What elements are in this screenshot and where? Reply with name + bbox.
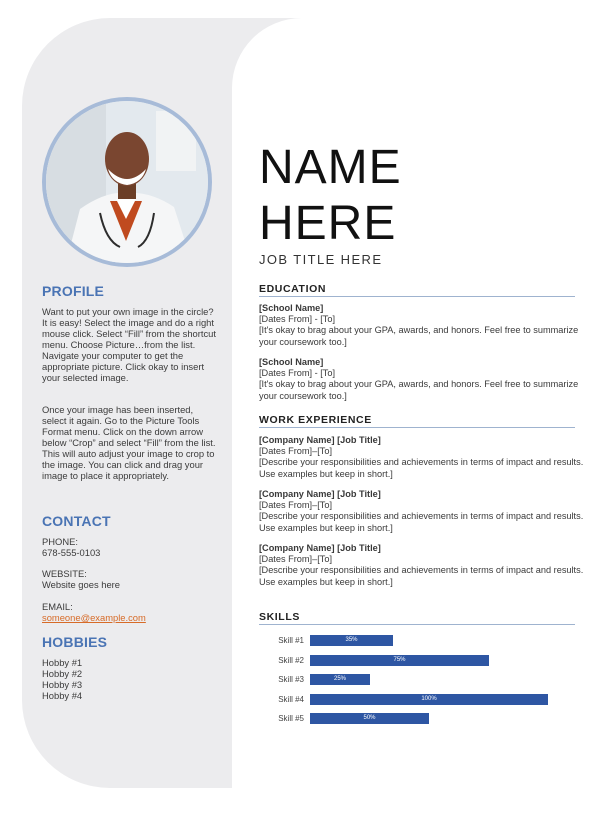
hobbies-heading: HOBBIES	[42, 634, 108, 650]
skill-label: Skill #4	[278, 694, 304, 704]
education-description: [It's okay to brag about your GPA, awards, and honors. Feel free to summarize your coursework too.]	[259, 325, 579, 347]
company-job-title: [Company Name] [Job Title]	[259, 435, 381, 445]
work-divider	[259, 427, 575, 428]
school-name: [School Name]	[259, 357, 324, 367]
skills-heading: SKILLS	[259, 611, 300, 623]
skill-percent-label: 25%	[333, 676, 346, 682]
hobby-item: Hobby #4	[42, 690, 83, 701]
work-dates: [Dates From]–[To]	[259, 446, 333, 457]
phone-value: 678-555-0103	[42, 547, 101, 558]
work-entry	[259, 543, 589, 588]
work-description: [Describe your responsibilities and achievements in terms of impact and results. Use examples but keep in short.]	[259, 511, 584, 533]
skill-label: Skill #3	[278, 675, 304, 684]
education-entry	[259, 303, 589, 348]
contact-heading: CONTACT	[42, 513, 111, 529]
company-job-title: [Company Name] [Job Title]	[259, 543, 381, 553]
website-label: WEBSITE:	[42, 568, 87, 579]
profile-paragraph-1: Want to put your own image in the circle? It is easy! Select the image and do a right mouse click. Select “Fill” from the shortcut menu. Choose Picture…from the list. Navigate your computer to get the appropriate picture. Click okay to insert your selected image.	[42, 306, 217, 383]
skill-label: Skill #1	[278, 636, 304, 645]
hobby-item: Hobby #1	[42, 657, 83, 668]
education-dates: [Dates From] - [To]	[259, 368, 336, 379]
hobby-item: Hobby #2	[42, 668, 83, 679]
work-description: [Describe your responsibilities and achievements in terms of impact and results. Use examples but keep in short.]	[259, 565, 584, 587]
skill-percent-label: 100%	[421, 695, 437, 702]
education-description: [It's okay to brag about your GPA, awards, and honors. Feel free to summarize your coursework too.]	[259, 379, 579, 401]
phone-label: PHONE:	[42, 536, 78, 547]
work-entry	[259, 489, 589, 534]
name-line-1: NAME	[259, 141, 402, 194]
profile-paragraph-2: Once your image has been inserted, select it again. Go to the Picture Tools Format menu. Click on the down arrow below “Crop” and select “Fill” from the list. This will auto adjust your image to crop to the image. You can click and drag your image to place it appropriately.	[42, 404, 216, 481]
website-value: Website goes here	[42, 579, 120, 590]
school-name: [School Name]	[259, 303, 324, 313]
education-divider	[259, 296, 575, 297]
skills-divider	[259, 624, 575, 625]
work-experience-heading: WORK EXPERIENCE	[259, 414, 372, 426]
email-label: EMAIL:	[42, 601, 73, 612]
job-title: JOB TITLE HERE	[259, 252, 383, 267]
work-dates: [Dates From]–[To]	[259, 554, 333, 565]
person-photo-icon	[46, 101, 208, 263]
profile-photo[interactable]	[42, 97, 212, 267]
skill-label: Skill #2	[278, 655, 304, 665]
work-dates: [Dates From]–[To]	[259, 500, 333, 511]
profile-heading: PROFILE	[42, 283, 105, 299]
hobby-item: Hobby #3	[42, 679, 83, 690]
email-link[interactable]: someone@example.com	[42, 612, 146, 623]
skill-percent-label: 75%	[393, 656, 406, 663]
name-line-2: HERE	[259, 197, 397, 250]
education-dates: [Dates From] - [To]	[259, 314, 336, 325]
work-entry	[259, 435, 589, 480]
skill-percent-label: 35%	[345, 637, 358, 643]
skill-percent-label: 50%	[363, 715, 376, 721]
work-description: [Describe your responsibilities and achievements in terms of impact and results. Use examples but keep in short.]	[259, 457, 584, 479]
name-heading	[259, 140, 402, 252]
education-entry	[259, 357, 589, 402]
education-heading: EDUCATION	[259, 283, 327, 295]
company-job-title: [Company Name] [Job Title]	[259, 489, 381, 499]
skill-label: Skill #5	[278, 714, 304, 723]
